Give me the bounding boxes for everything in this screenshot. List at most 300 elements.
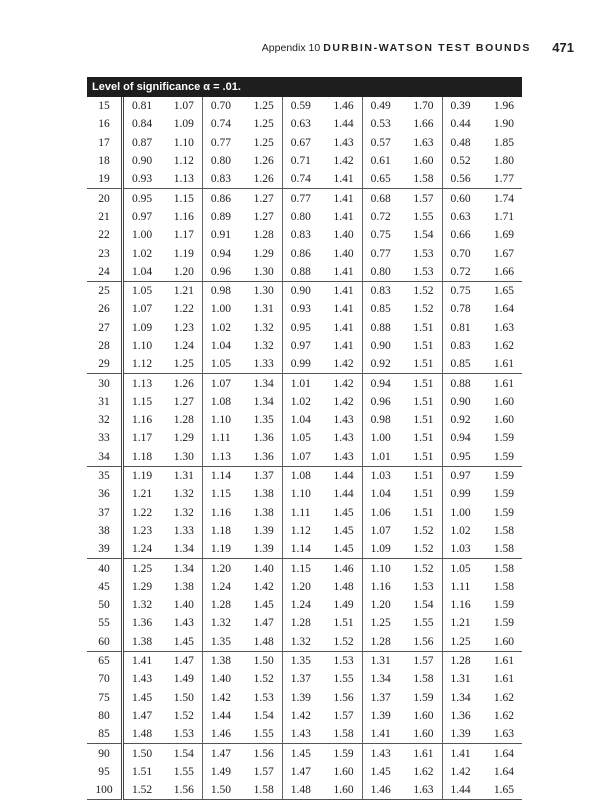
du-value-cell: 1.25	[162, 355, 202, 374]
du-value-cell: 1.51	[402, 355, 442, 374]
sample-size-cell: 45	[87, 578, 123, 596]
table-row	[87, 651, 522, 670]
table-row	[87, 189, 522, 208]
du-value-cell: 1.58	[482, 540, 522, 559]
dl-value-cell: 0.87	[132, 136, 153, 149]
du-value-cell: 1.26	[242, 170, 282, 189]
dl-value-cell: 0.52	[450, 155, 471, 168]
sample-size-cell: 21	[87, 208, 123, 226]
dl-value-cell: 1.16	[370, 580, 391, 593]
dl-value-cell: 0.80	[210, 155, 231, 168]
dl-value-cell: 1.37	[370, 691, 391, 704]
dl-value-cell: 0.49	[370, 100, 391, 113]
du-value-cell: 1.51	[402, 485, 442, 503]
appendix-label: Appendix 10	[261, 42, 321, 54]
du-value-cell: 1.59	[493, 432, 514, 445]
dl-value-cell: 0.86	[210, 192, 231, 205]
dl-value-cell: 0.96	[370, 395, 391, 408]
table-row	[87, 670, 522, 688]
du-value-cell: 1.59	[493, 470, 514, 483]
du-value-cell: 1.59	[493, 506, 514, 519]
dl-value-cell: 1.40	[210, 673, 231, 686]
du-value-cell: 1.32	[162, 485, 202, 503]
du-value-cell: 1.54	[402, 596, 442, 614]
du-value-cell: 1.51	[402, 448, 442, 467]
dl-value-cell: 1.31	[370, 655, 391, 668]
du-value-cell: 1.49	[322, 596, 362, 614]
dl-value-cell: 1.14	[282, 540, 322, 559]
dl-value-cell: 1.12	[290, 524, 311, 537]
table-row	[87, 281, 522, 300]
dl-value-cell: 1.03	[370, 470, 391, 483]
du-value-cell: 1.43	[322, 134, 362, 152]
du-value-cell: 1.25	[242, 115, 282, 133]
sample-size-cell: 24	[87, 263, 123, 282]
dl-value-cell: 1.45	[370, 765, 391, 778]
du-value-cell: 1.90	[493, 118, 514, 131]
dl-value-cell: 0.85	[442, 355, 482, 374]
dl-value-cell: 0.65	[362, 170, 402, 189]
dl-value-cell: 1.00	[450, 506, 471, 519]
table-row	[87, 614, 522, 632]
dl-value-cell: 0.92	[450, 414, 471, 427]
dl-value-cell: 0.75	[450, 285, 471, 298]
sample-size-cell: 30	[87, 374, 123, 393]
dl-value-cell: 0.98	[210, 285, 231, 298]
table-row	[87, 97, 522, 115]
sample-size-cell: 23	[87, 244, 123, 262]
dl-value-cell: 0.78	[450, 303, 471, 316]
sample-size-cell: 19	[87, 170, 123, 189]
dl-value-cell: 0.88	[450, 377, 471, 390]
appendix-title: DURBIN-WATSON TEST BOUNDS	[323, 42, 531, 54]
dl-value-cell: 0.88	[282, 263, 322, 282]
du-value-cell: 1.51	[402, 504, 442, 522]
du-value-cell: 1.55	[402, 614, 442, 632]
sample-size-cell: 27	[87, 319, 123, 337]
dl-value-cell: 1.41	[132, 655, 153, 668]
du-value-cell: 1.58	[493, 524, 514, 537]
du-value-cell: 1.67	[493, 247, 514, 260]
dl-value-cell: 0.95	[290, 321, 311, 334]
du-value-cell: 1.52	[402, 559, 442, 578]
dl-value-cell: 1.07	[370, 524, 391, 537]
du-value-cell: 1.51	[402, 466, 442, 485]
dl-value-cell: 1.09	[362, 540, 402, 559]
du-value-cell: 1.59	[493, 617, 514, 630]
dl-value-cell: 1.38	[123, 633, 163, 652]
du-value-cell: 1.63	[493, 321, 514, 334]
dl-value-cell: 1.02	[450, 524, 471, 537]
dl-value-cell: 1.43	[132, 673, 153, 686]
du-value-cell: 1.56	[242, 744, 282, 763]
dl-value-cell: 1.29	[132, 580, 153, 593]
durbin-watson-table	[87, 77, 522, 800]
table-row	[87, 559, 522, 578]
du-value-cell: 1.43	[322, 429, 362, 447]
du-value-cell: 1.57	[242, 763, 282, 781]
table-row	[87, 226, 522, 244]
du-value-cell: 1.16	[162, 208, 202, 226]
dl-value-cell: 1.10	[132, 340, 153, 352]
dl-value-cell: 1.05	[290, 432, 311, 445]
du-value-cell: 1.09	[162, 115, 202, 133]
du-value-cell: 1.52	[242, 670, 282, 688]
table-row	[87, 448, 522, 467]
dl-value-cell: 0.94	[370, 377, 391, 390]
dl-value-cell: 1.41	[450, 747, 471, 760]
du-value-cell: 1.42	[322, 152, 362, 170]
dl-value-cell: 0.77	[370, 247, 391, 260]
du-value-cell: 1.52	[402, 540, 442, 559]
dl-value-cell: 1.17	[132, 432, 153, 445]
table-row	[87, 466, 522, 485]
du-value-cell: 1.27	[242, 189, 282, 208]
dl-value-cell: 0.93	[290, 303, 311, 316]
du-value-cell: 1.61	[493, 655, 514, 668]
table-row	[87, 485, 522, 503]
dl-value-cell: 1.24	[123, 540, 163, 559]
dl-value-cell: 0.97	[290, 340, 311, 352]
du-value-cell: 1.71	[493, 210, 514, 223]
sample-size-cell: 35	[87, 466, 123, 485]
dl-value-cell: 1.49	[210, 765, 231, 778]
sample-size-cell: 18	[87, 152, 123, 170]
dl-value-cell: 0.77	[210, 136, 231, 149]
du-value-cell: 1.36	[242, 448, 282, 467]
du-value-cell: 1.55	[162, 763, 202, 781]
sample-size-cell: 26	[87, 300, 123, 318]
du-value-cell: 1.41	[322, 170, 362, 189]
table-row	[87, 244, 522, 262]
dl-value-cell: 0.90	[370, 340, 391, 352]
du-value-cell: 1.43	[322, 411, 362, 429]
dl-value-cell: 1.06	[370, 506, 391, 519]
du-value-cell: 1.51	[402, 374, 442, 393]
dl-value-cell: 1.04	[290, 414, 311, 427]
table-row	[87, 374, 522, 393]
dl-value-cell: 1.37	[290, 673, 311, 686]
sample-size-cell: 29	[87, 355, 123, 374]
dl-value-cell: 0.39	[450, 100, 471, 113]
dl-value-cell: 0.96	[202, 263, 242, 282]
du-value-cell: 1.39	[242, 540, 282, 559]
du-value-cell: 1.34	[162, 540, 202, 559]
du-value-cell: 1.15	[162, 189, 202, 208]
du-value-cell: 1.34	[162, 559, 202, 578]
du-value-cell: 1.65	[493, 285, 514, 298]
table-row	[87, 411, 522, 429]
du-value-cell: 1.40	[322, 226, 362, 244]
dl-value-cell: 0.83	[290, 229, 311, 242]
dl-value-cell: 0.83	[450, 340, 471, 352]
dl-value-cell: 1.08	[290, 470, 311, 483]
dl-value-cell: 1.48	[123, 725, 163, 744]
dl-value-cell: 1.34	[450, 691, 471, 704]
table-row	[87, 393, 522, 411]
dl-value-cell: 0.92	[362, 355, 402, 374]
du-value-cell: 1.51	[402, 393, 442, 411]
du-value-cell: 1.53	[162, 725, 202, 744]
sample-size-cell: 20	[87, 189, 123, 208]
du-value-cell: 1.45	[322, 504, 362, 522]
du-value-cell: 1.80	[493, 155, 514, 168]
dl-value-cell: 1.13	[132, 377, 153, 390]
du-value-cell: 1.41	[322, 208, 362, 226]
dl-value-cell: 1.25	[370, 617, 391, 630]
sample-size-cell: 33	[87, 429, 123, 447]
table-row	[87, 170, 522, 189]
dl-value-cell: 1.46	[202, 725, 242, 744]
dl-value-cell: 1.28	[210, 599, 231, 612]
dl-value-cell: 0.84	[132, 118, 153, 131]
du-value-cell: 1.42	[322, 374, 362, 393]
dl-value-cell: 0.70	[450, 247, 471, 260]
dl-value-cell: 1.25	[132, 562, 153, 575]
dl-value-cell: 1.20	[210, 562, 231, 575]
du-value-cell: 1.70	[402, 97, 442, 115]
du-value-cell: 1.24	[162, 337, 202, 355]
dl-value-cell: 1.21	[450, 617, 471, 630]
table-row	[87, 208, 522, 226]
dl-value-cell: 0.77	[290, 192, 311, 205]
du-value-cell: 1.53	[322, 651, 362, 670]
du-value-cell: 1.59	[493, 599, 514, 612]
dl-value-cell: 0.94	[210, 247, 231, 260]
dl-value-cell: 1.45	[132, 691, 153, 704]
du-value-cell: 1.42	[322, 355, 362, 374]
dl-value-cell: 1.01	[362, 448, 402, 467]
du-value-cell: 1.46	[322, 97, 362, 115]
dl-value-cell: 1.50	[202, 781, 242, 800]
du-value-cell: 1.36	[242, 429, 282, 447]
dl-value-cell: 1.39	[442, 725, 482, 744]
du-value-cell: 1.96	[493, 100, 514, 113]
du-value-cell: 1.54	[162, 744, 202, 763]
du-value-cell: 1.62	[402, 763, 442, 781]
dl-value-cell: 0.90	[290, 285, 311, 298]
du-value-cell: 1.63	[402, 134, 442, 152]
du-value-cell: 1.66	[402, 115, 442, 133]
sample-size-cell: 50	[87, 596, 123, 614]
dl-value-cell: 0.75	[370, 229, 391, 242]
du-value-cell: 1.61	[402, 744, 442, 763]
table-row	[87, 319, 522, 337]
dl-value-cell: 1.02	[210, 321, 231, 334]
du-value-cell: 1.51	[402, 411, 442, 429]
dl-value-cell: 1.35	[202, 633, 242, 652]
dl-value-cell: 1.03	[442, 540, 482, 559]
dl-value-cell: 1.18	[210, 524, 231, 537]
dl-value-cell: 0.56	[442, 170, 482, 189]
dl-value-cell: 1.18	[123, 448, 163, 467]
dl-value-cell: 0.91	[210, 229, 231, 242]
dl-value-cell: 0.93	[123, 170, 163, 189]
dl-value-cell: 1.32	[132, 599, 153, 612]
du-value-cell: 1.61	[493, 673, 514, 686]
du-value-cell: 1.85	[493, 136, 514, 149]
sample-size-cell: 37	[87, 504, 123, 522]
du-value-cell: 1.46	[322, 559, 362, 578]
du-value-cell: 1.40	[322, 244, 362, 262]
du-value-cell: 1.62	[493, 709, 514, 722]
table-row	[87, 300, 522, 318]
dl-value-cell: 1.15	[290, 562, 311, 575]
du-value-cell: 1.48	[322, 578, 362, 596]
du-value-cell: 1.22	[162, 300, 202, 318]
dl-value-cell: 1.13	[202, 448, 242, 467]
dl-value-cell: 1.52	[123, 781, 163, 800]
dl-value-cell: 1.45	[290, 747, 311, 760]
dl-value-cell: 0.85	[370, 303, 391, 316]
dl-value-cell: 1.11	[210, 432, 231, 445]
page-number: 471	[552, 40, 574, 55]
sample-size-cell: 17	[87, 134, 123, 152]
dl-value-cell: 1.02	[132, 247, 153, 260]
sample-size-cell: 32	[87, 411, 123, 429]
du-value-cell: 1.27	[242, 208, 282, 226]
du-value-cell: 1.42	[322, 393, 362, 411]
dl-value-cell: 1.04	[210, 340, 231, 352]
dl-value-cell: 1.43	[282, 725, 322, 744]
dl-value-cell: 1.11	[450, 580, 471, 593]
dl-value-cell: 0.95	[132, 192, 153, 205]
du-value-cell: 1.41	[322, 337, 362, 355]
du-value-cell: 1.44	[322, 466, 362, 485]
sample-size-cell: 90	[87, 744, 123, 763]
du-value-cell: 1.69	[493, 229, 514, 242]
sample-size-cell: 16	[87, 115, 123, 133]
du-value-cell: 1.38	[242, 485, 282, 503]
dl-value-cell: 1.48	[282, 781, 322, 800]
du-value-cell: 1.56	[322, 689, 362, 707]
dl-value-cell: 0.99	[450, 488, 471, 501]
dl-value-cell: 1.04	[370, 488, 391, 501]
du-value-cell: 1.57	[402, 651, 442, 670]
sample-size-cell: 31	[87, 393, 123, 411]
du-value-cell: 1.61	[482, 355, 522, 374]
dl-value-cell: 0.66	[450, 229, 471, 242]
dl-value-cell: 1.28	[290, 617, 311, 630]
du-value-cell: 1.10	[162, 134, 202, 152]
dl-value-cell: 1.24	[290, 599, 311, 612]
dl-value-cell: 1.16	[450, 599, 471, 612]
table-row	[87, 355, 522, 374]
du-value-cell: 1.34	[242, 374, 282, 393]
du-value-cell: 1.52	[402, 522, 442, 540]
table-row	[87, 263, 522, 282]
du-value-cell: 1.13	[162, 170, 202, 189]
du-value-cell: 1.52	[322, 633, 362, 652]
du-value-cell: 1.53	[242, 689, 282, 707]
dl-value-cell: 0.99	[282, 355, 322, 374]
dl-value-cell: 1.07	[282, 448, 322, 467]
du-value-cell: 1.28	[162, 411, 202, 429]
du-value-cell: 1.55	[242, 725, 282, 744]
du-value-cell: 1.57	[402, 189, 442, 208]
dl-value-cell: 1.20	[370, 599, 391, 612]
dl-value-cell: 1.44	[442, 781, 482, 800]
dl-value-cell: 1.05	[132, 285, 153, 298]
dl-value-cell: 1.08	[210, 395, 231, 408]
dl-value-cell: 1.46	[362, 781, 402, 800]
sample-size-cell: 75	[87, 689, 123, 707]
du-value-cell: 1.58	[322, 725, 362, 744]
du-value-cell: 1.39	[242, 522, 282, 540]
du-value-cell: 1.54	[242, 707, 282, 725]
du-value-cell: 1.58	[493, 580, 514, 593]
du-value-cell: 1.31	[242, 300, 282, 318]
dl-value-cell: 0.90	[132, 155, 153, 168]
sample-size-cell: 15	[87, 97, 123, 115]
table-row	[87, 633, 522, 652]
du-value-cell: 1.29	[242, 244, 282, 262]
du-value-cell: 1.60	[322, 763, 362, 781]
dl-value-cell: 0.86	[290, 247, 311, 260]
running-head-text	[262, 42, 531, 54]
du-value-cell: 1.50	[162, 689, 202, 707]
du-value-cell: 1.77	[482, 170, 522, 189]
dl-value-cell: 1.42	[450, 765, 471, 778]
dl-value-cell: 1.16	[210, 506, 231, 519]
dl-value-cell: 1.39	[370, 709, 391, 722]
dl-value-cell: 0.74	[210, 118, 231, 131]
dl-value-cell: 0.88	[370, 321, 391, 334]
table-row	[87, 522, 522, 540]
dl-value-cell: 1.15	[132, 395, 153, 408]
significance-header: Level of significance α = .01.	[87, 77, 522, 97]
du-value-cell: 1.38	[242, 504, 282, 522]
dl-value-cell: 1.12	[123, 355, 163, 374]
dl-value-cell: 1.04	[123, 263, 163, 282]
sample-size-cell: 40	[87, 559, 123, 578]
table-row	[87, 707, 522, 725]
du-value-cell: 1.60	[493, 414, 514, 427]
dl-value-cell: 0.48	[450, 136, 471, 149]
dl-value-cell: 1.14	[210, 470, 231, 483]
sample-size-cell: 60	[87, 633, 123, 652]
table-row	[87, 337, 522, 355]
sample-size-cell: 34	[87, 448, 123, 467]
dl-value-cell: 0.59	[290, 100, 311, 113]
dl-value-cell: 0.57	[370, 136, 391, 149]
dl-value-cell: 0.94	[450, 432, 471, 445]
du-value-cell: 1.41	[322, 319, 362, 337]
dl-value-cell: 0.74	[282, 170, 322, 189]
du-value-cell: 1.41	[322, 189, 362, 208]
du-value-cell: 1.60	[402, 707, 442, 725]
table-row	[87, 763, 522, 781]
dl-value-cell: 0.67	[290, 136, 311, 149]
du-value-cell: 1.59	[322, 744, 362, 763]
du-value-cell: 1.60	[402, 725, 442, 744]
sample-size-cell: 80	[87, 707, 123, 725]
dl-value-cell: 1.10	[210, 414, 231, 427]
sample-size-cell: 25	[87, 281, 123, 300]
dl-value-cell: 1.01	[290, 377, 311, 390]
table-row	[87, 596, 522, 614]
du-value-cell: 1.41	[322, 281, 362, 300]
dl-value-cell: 1.38	[210, 655, 231, 668]
du-value-cell: 1.51	[322, 614, 362, 632]
sample-size-cell: 85	[87, 725, 123, 744]
running-head	[0, 40, 606, 60]
sample-size-cell: 70	[87, 670, 123, 688]
table-body	[87, 97, 522, 800]
sample-size-cell: 100	[87, 781, 123, 800]
du-value-cell: 1.74	[493, 192, 514, 205]
table-row	[87, 504, 522, 522]
